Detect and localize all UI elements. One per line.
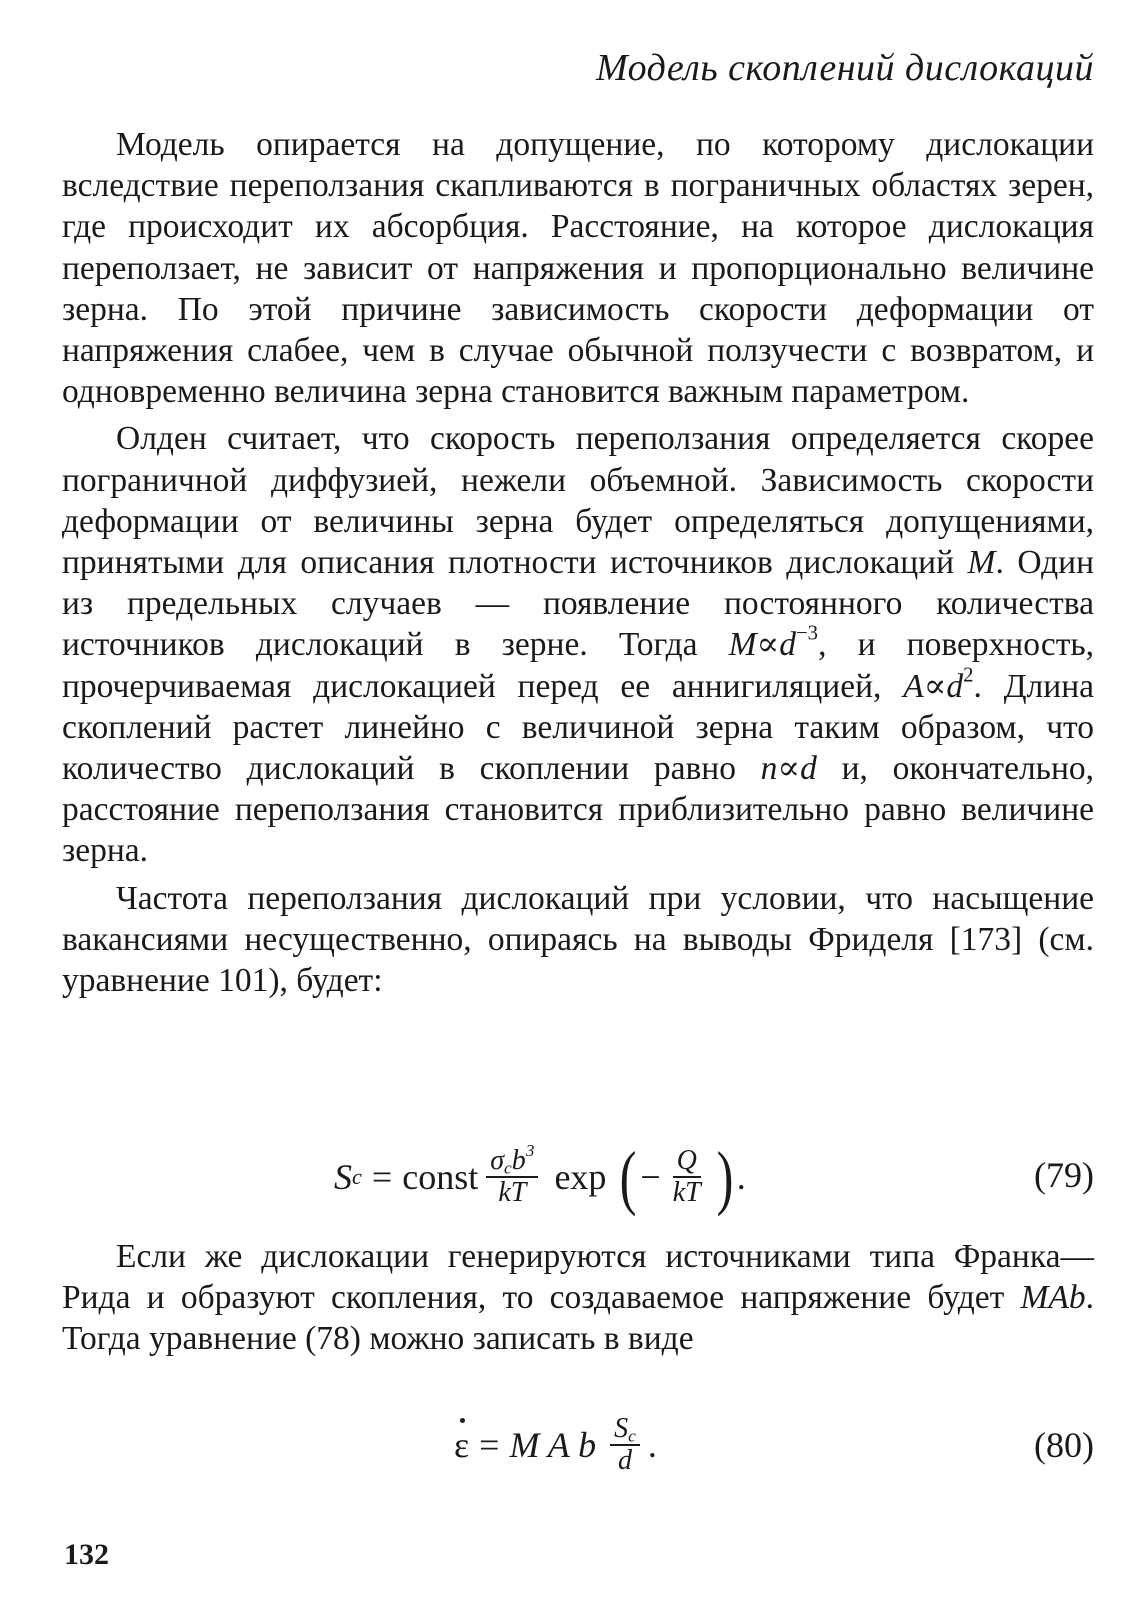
- eq79-inner-numerator: Q: [673, 1146, 701, 1178]
- eq80-fraction: [610, 1414, 640, 1476]
- eq80-strain-rate: ε: [454, 1425, 470, 1465]
- eq79-fraction-denominator: kT: [498, 1177, 527, 1208]
- eq79-inner-denominator: kT: [672, 1177, 701, 1208]
- eq79-period: .: [736, 1157, 746, 1197]
- eq79-fraction-numerator: [486, 1140, 538, 1178]
- text-run: . Длина скоплений растет линейно с величиной зерна таким образом, что количество дислокаций в скоплении равно: [62, 667, 1094, 788]
- eq79-inner-fraction: [669, 1146, 705, 1208]
- burgers-b: b: [511, 1145, 526, 1176]
- text-run: Олден считает, что скорость переползания определяется скорее пограничной диффузией, нежели объемной. Зависимость скорости деформации от величины зерна будет определяться допущениями, принятыми для описания плотности источников дислокаций: [62, 420, 1094, 582]
- eq79-right-paren: ): [716, 1137, 734, 1217]
- text-run: и, окончательно, расстояние переползания становится приблизительно равно величине зерна.: [62, 750, 1094, 870]
- eq79-exp: exp: [554, 1157, 607, 1197]
- eq79-minus: −: [640, 1157, 661, 1197]
- eq79-equals: =: [371, 1157, 393, 1197]
- paragraph-3: Частота переползания дислокаций при условии, что насыщение вакансиями несущественно, опираясь на выводы Фриделя [173] (см. уравнение 101), будет:: [62, 879, 1094, 1000]
- paragraph-4: [62, 1236, 1094, 1360]
- eq80-MAb: M A b: [509, 1425, 597, 1465]
- math-exponent: −3: [795, 621, 819, 645]
- eq80-fraction-numerator: [610, 1414, 640, 1446]
- running-header: Модель скоплений дислокаций: [596, 47, 1094, 89]
- text-run: . Тогда уравнение (78) можно записать в виде: [62, 1279, 1094, 1358]
- equation-number-79: (79): [1034, 1155, 1094, 1195]
- text-run: Если же дислокации генерируются источниками типа Франка—Рида и образуют скопления, то создаваемое напряжение будет: [62, 1238, 1094, 1317]
- equation-number-80: (80): [1034, 1425, 1094, 1465]
- eq80-period: .: [647, 1425, 657, 1465]
- S-sub: c: [628, 1426, 636, 1446]
- eq79-lhs: S: [334, 1157, 352, 1197]
- math-n-prop-d: n∝d: [760, 750, 817, 788]
- math-M-prop-d: M∝d: [728, 626, 796, 664]
- S: S: [614, 1413, 629, 1444]
- sigma-sub: c: [504, 1158, 512, 1178]
- math-exponent: 2: [963, 663, 974, 687]
- eq79-fraction: [486, 1140, 538, 1208]
- text-run: , и поверхность, прочерчиваемая дислокацией перед ее аннигиляцией,: [62, 626, 1094, 705]
- math-A-prop-d: A∝d: [903, 667, 964, 705]
- eq79-left-paren: (: [620, 1137, 637, 1217]
- eq79-const: const: [402, 1157, 479, 1197]
- paragraph-1: Модель опирается на допущение, по которому дислокации вследствие переползания скапливаются в пограничных областях зерен, где происходит их абсорбция. Расстояние, на которое дислокация переползает, не зависит от напряжения и пропорционально величине зерна. По этой причине зависимость скорости деформации от напряжения слабее, чем в случае обычной ползучести с возвратом, и одновременно величина зерна становится важным параметром.: [62, 126, 1094, 411]
- text-run: . Один из предельных случаев — появление постоянного количества источников дислокаций в зерне. Тогда: [62, 544, 1095, 664]
- eq80-fraction-denominator: d: [617, 1445, 632, 1476]
- math-MAb: MAb: [1020, 1279, 1086, 1317]
- main-text-continued: [62, 1236, 1094, 1360]
- equation-80: [62, 1400, 1094, 1490]
- sigma: σ: [490, 1145, 505, 1176]
- paragraph-2: [62, 418, 1094, 871]
- page-number: 132: [64, 1538, 109, 1571]
- b-exponent: 3: [525, 1140, 535, 1160]
- math-M: M: [967, 544, 996, 582]
- equation-79: S c = const $\frac{\sigma_cb^3}{kT}$ exp ( − $\frac{Q}{kT}$ ) . (79): [334, 1137, 1094, 1217]
- main-text: [62, 124, 1094, 1001]
- eq80-equals: =: [479, 1425, 500, 1465]
